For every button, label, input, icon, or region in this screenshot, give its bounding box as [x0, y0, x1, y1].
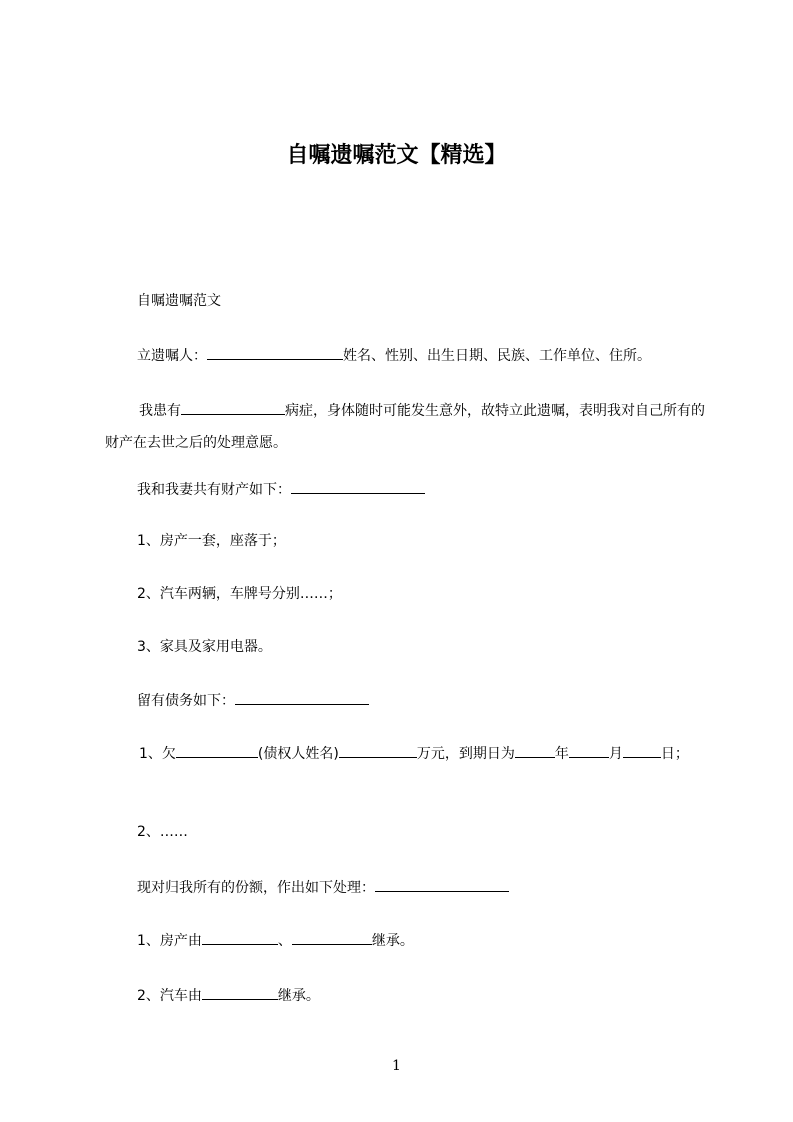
illness-paragraph: [105, 395, 705, 459]
testator-hint: 姓名、性别、出生日期、民族、工作单位、住所。: [343, 348, 651, 364]
illness-text-end: 病症，身体随时可能发生意外，故特立此遗嘱，表明我对自己所有的财产在去世之后的处理意愿。: [105, 403, 705, 451]
illness-text-start: 我患有: [139, 403, 181, 419]
inherit1-heir-blank-1: [202, 930, 278, 945]
debt1-year-blank: [515, 743, 555, 758]
debt1-creditor-label: (债权人姓名): [257, 746, 339, 762]
debt1-month-blank: [569, 743, 609, 758]
debt1-amount-blank: [339, 743, 417, 758]
inherit-item-2: [137, 985, 320, 1006]
testator-blank: [207, 345, 343, 360]
inherit1-heir-blank-2: [292, 930, 372, 945]
testator-label: 立遗嘱人：: [137, 348, 207, 364]
debt-item-2: 2、……: [137, 824, 188, 840]
inherit2-label: 2、汽车由: [137, 988, 202, 1004]
debt1-day-blank: [623, 743, 661, 758]
joint-property-line: [137, 479, 425, 500]
joint-property-blank: [291, 479, 425, 494]
disposal-line: [137, 877, 509, 898]
inherit1-suffix: 继承。: [371, 933, 414, 949]
disposal-blank: [375, 877, 509, 892]
debt1-creditor-blank: [176, 743, 258, 758]
illness-blank: [181, 400, 285, 415]
debts-label: 留有债务如下：: [137, 693, 235, 709]
inherit-item-1: [137, 930, 414, 951]
inherit1-label: 1、房产由: [137, 933, 202, 949]
debt1-day-label: 日；: [660, 746, 689, 762]
inherit2-heir-blank: [202, 985, 278, 1000]
debt1-year-label: 年: [554, 746, 569, 762]
section-heading: 自嘱遗嘱范文: [137, 293, 221, 309]
document-title: 自嘱遗嘱范文【精选】: [286, 143, 507, 168]
debt1-prefix: 1、欠: [139, 746, 176, 762]
debt1-month-label: 月: [608, 746, 623, 762]
property-item-3: 3、家具及家用电器。: [137, 639, 272, 655]
debt1-due-label: 万元，到期日为: [416, 746, 515, 762]
inherit1-separator: 、: [277, 933, 292, 949]
debts-line: [137, 690, 369, 711]
property-item-1: 1、房产一套，座落于；: [137, 533, 286, 549]
disposal-label: 现对归我所有的份额，作出如下处理：: [137, 880, 375, 896]
inherit2-suffix: 继承。: [277, 988, 320, 1004]
property-item-2: 2、汽车两辆，车牌号分别……；: [137, 586, 342, 602]
page-number: 1: [392, 1058, 401, 1074]
joint-property-label: 我和我妻共有财产如下：: [137, 482, 291, 498]
testator-line: [137, 345, 651, 366]
debt-item-1: [105, 738, 705, 770]
debts-blank: [235, 690, 369, 705]
